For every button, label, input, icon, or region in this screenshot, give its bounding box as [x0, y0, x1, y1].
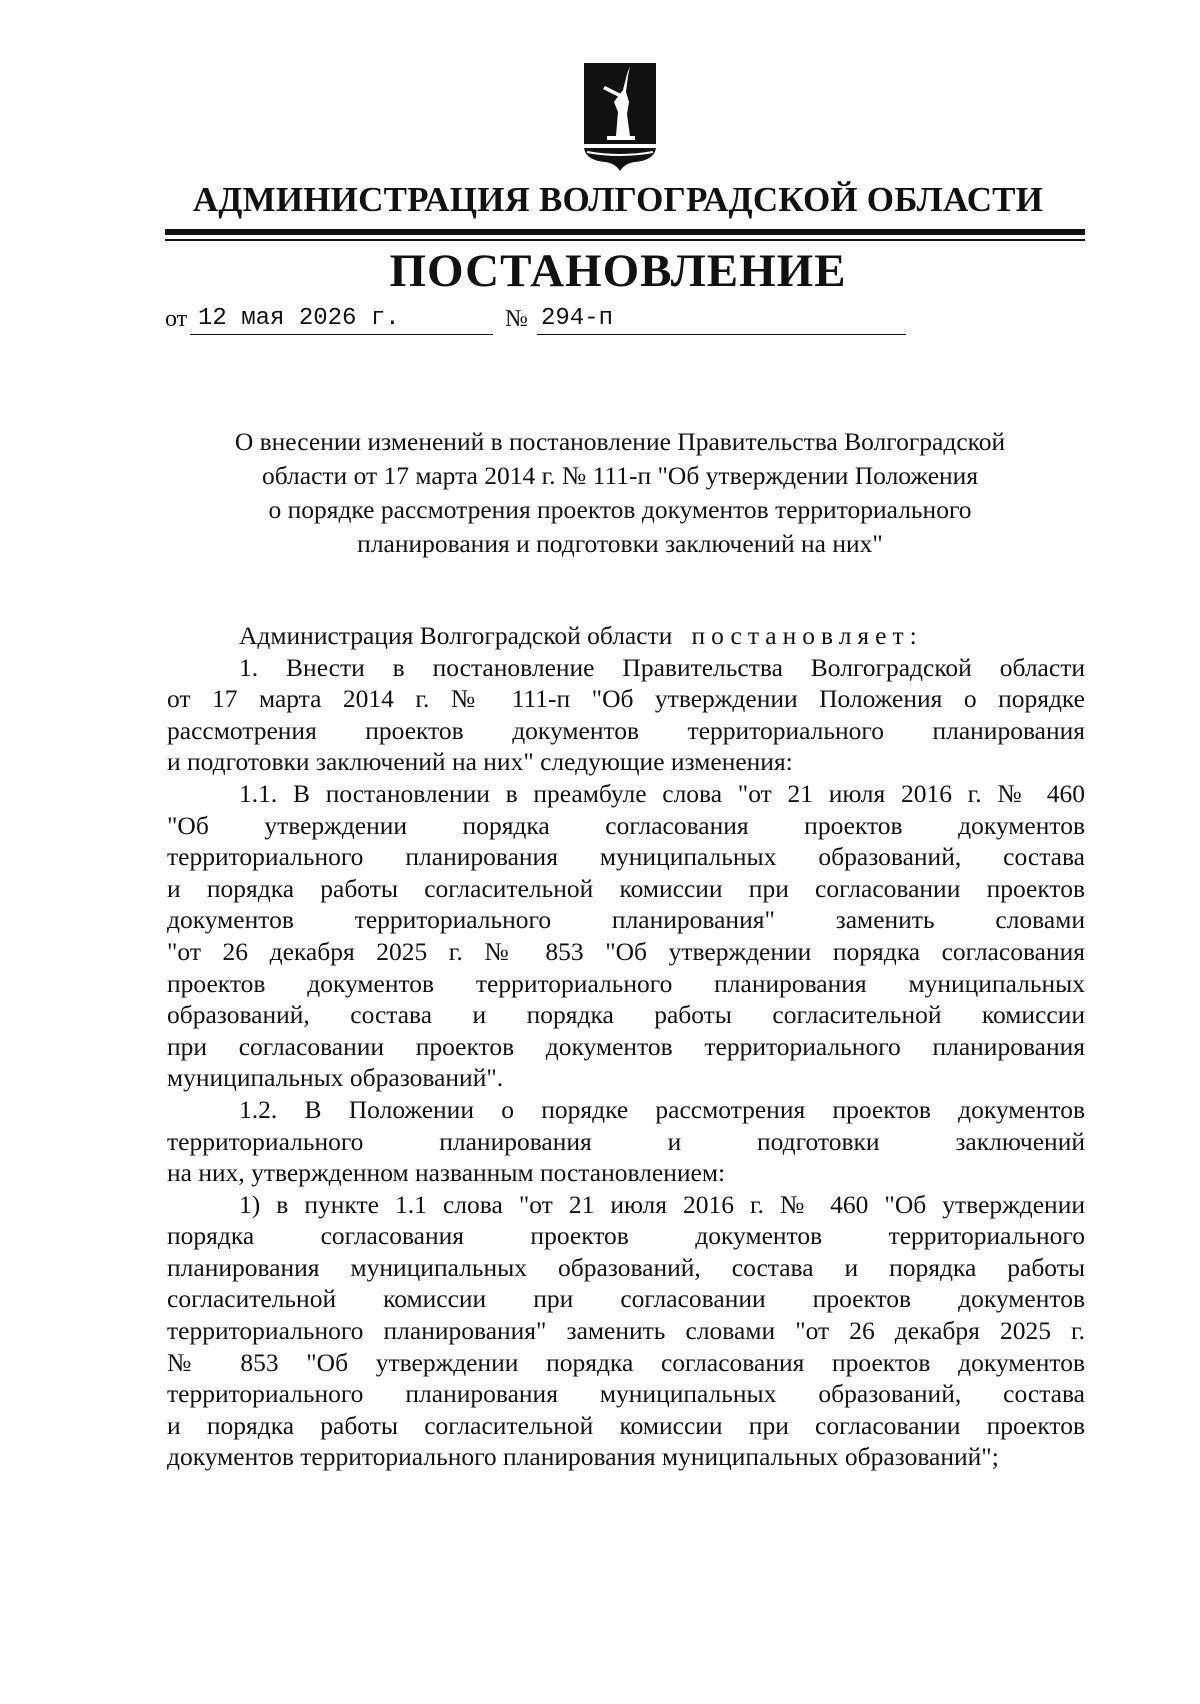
- coat-of-arms-icon: [583, 62, 657, 172]
- header-rule-thin: [165, 239, 1085, 241]
- item-1-2-line: территориального планирования и подготовки заключений: [167, 1126, 1085, 1156]
- number-label: №: [505, 306, 528, 332]
- document-subject: [180, 425, 1060, 561]
- item-1-1-line: и порядка работы согласительной комиссии при согласовании проектов: [167, 873, 1085, 903]
- subject-line: О внесении изменений в постановление Правительства Волгоградской: [234, 427, 1006, 456]
- header-rule-thick: [165, 229, 1085, 235]
- subject-line: планирования и подготовки заключений на них": [357, 529, 883, 558]
- document-date: 12 мая 2026 г.: [190, 304, 493, 335]
- item-1-line: и подготовки заключений на них" следующие изменения:: [167, 747, 793, 777]
- item-1-line: от 17 марта 2014 г. № 111-п "Об утверждении Положения о порядке: [167, 684, 1085, 714]
- intro-paragraph: [167, 620, 1085, 652]
- item-1-1-line: "Об утверждении порядка согласования проектов документов: [167, 810, 1085, 840]
- item-1-line: рассмотрения проектов документов территориального планирования: [167, 715, 1085, 745]
- intro-verb: постановляет:: [691, 621, 923, 650]
- item-1-2-1-line: и порядка работы согласительной комиссии при согласовании проектов: [167, 1410, 1085, 1440]
- item-1-line: 1. Внести в постановление Правительства Волгоградской области: [239, 652, 1085, 682]
- item-1-2-1-line: планирования муниципальных образований, состава и порядка работы: [167, 1252, 1085, 1282]
- item-1-2-1-line: территориального планирования муниципальных образований, состава: [167, 1379, 1085, 1409]
- document-body: [167, 620, 1085, 1473]
- item-1-1-line: 1.1. В постановлении в преамбуле слова "от 21 июля 2016 г. № 460: [239, 778, 1085, 808]
- intro-lead: Администрация Волгоградской области: [239, 621, 673, 650]
- item-1-2-line: на них, утвержденном названным постановлением:: [167, 1158, 726, 1188]
- item-1-2-line: 1.2. В Положении о порядке рассмотрения проектов документов: [239, 1094, 1085, 1124]
- organization-title: АДМИНИСТРАЦИЯ ВОЛГОГРАДСКОЙ ОБЛАСТИ: [192, 180, 1044, 219]
- item-1-2-1-line: № 853 "Об утверждении порядка согласования проектов документов: [167, 1347, 1085, 1377]
- item-1-1-line: образований, состава и порядка работы согласительной комиссии: [167, 1000, 1085, 1030]
- item-1-2-1-line: документов территориального планирования муниципальных образований";: [167, 1442, 999, 1472]
- item-1-1-line: документов территориального планирования" заменить словами: [167, 905, 1085, 935]
- item-1-2-1-line: согласительной комиссии при согласовании проектов документов: [167, 1284, 1085, 1314]
- subject-line: о порядке рассмотрения проектов документов территориального: [268, 495, 972, 524]
- item-1-1-line: проектов документов территориального планирования муниципальных: [167, 968, 1085, 998]
- item-1-2-1-line: 1) в пункте 1.1 слова "от 21 июля 2016 г. № 460 "Об утверждении: [239, 1189, 1085, 1219]
- item-1-1-line: муниципальных образований".: [167, 1063, 504, 1093]
- item-1-1-line: территориального планирования муниципальных образований, состава: [167, 842, 1085, 872]
- date-label: от: [165, 306, 188, 332]
- item-1-1-line: при согласовании проектов документов территориального планирования: [167, 1031, 1085, 1061]
- document-number: 294-п: [537, 304, 906, 335]
- subject-line: области от 17 марта 2014 г. № 111-п "Об утверждении Положения: [261, 461, 979, 490]
- document-type-title: ПОСТАНОВЛЕНИЕ: [389, 245, 847, 297]
- item-1-1-line: "от 26 декабря 2025 г. № 853 "Об утверждении порядка согласования: [167, 936, 1085, 966]
- item-1-2-1-line: территориального планирования" заменить словами "от 26 декабря 2025 г.: [167, 1316, 1085, 1346]
- item-1-2-1-line: порядка согласования проектов документов территориального: [167, 1221, 1085, 1251]
